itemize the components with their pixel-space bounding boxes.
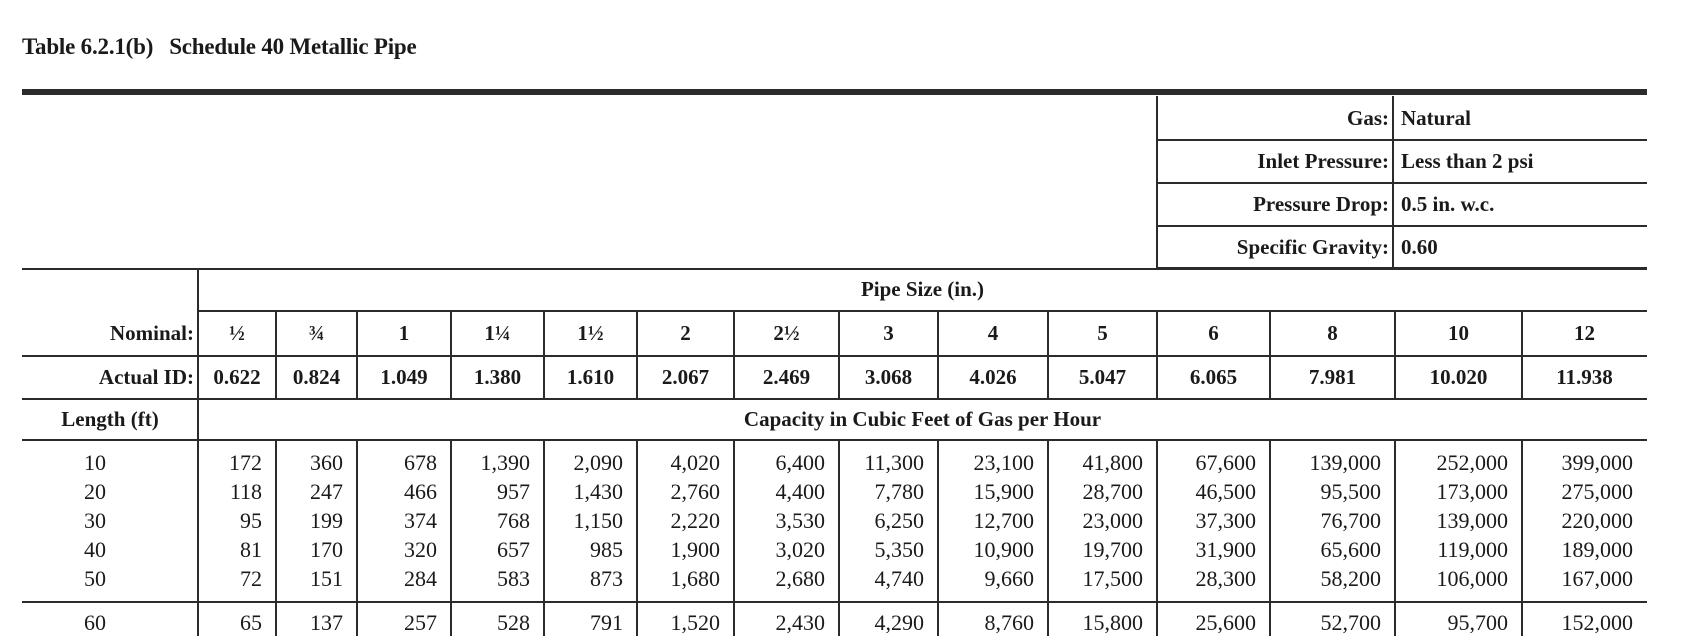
capacity-cell: 95,500 [1320, 479, 1381, 504]
capacity-cell: 52,700 [1320, 610, 1381, 635]
capacity-cell: 7,780 [874, 479, 924, 504]
condition-value: Natural [1401, 105, 1471, 130]
nominal-label: Nominal: [110, 320, 194, 345]
actual-id: 5.047 [1078, 364, 1127, 389]
capacity-cell: 11,300 [864, 450, 924, 475]
condition-label: Inlet Pressure: [1257, 149, 1389, 173]
capacity-cell: 199 [310, 508, 343, 533]
actual-id: 3.068 [864, 364, 913, 389]
length-value: 10 [84, 450, 106, 475]
table-title [22, 34, 417, 60]
capacity-cell: 957 [497, 479, 530, 504]
capacity-cell: 220,000 [1561, 508, 1633, 533]
capacity-cell: 67,600 [1195, 450, 1256, 475]
capacity-cell: 46,500 [1195, 479, 1256, 504]
capacity-cell: 17,500 [1082, 566, 1143, 591]
capacity-cell: 4,290 [874, 610, 924, 635]
actual-id: 6.065 [1189, 364, 1238, 389]
capacity-cell: 10,900 [973, 537, 1034, 562]
capacity-cell: 2,680 [775, 566, 825, 591]
pipe-size-header: Pipe Size (in.) [860, 277, 985, 301]
nominal-size: 10 [1448, 320, 1469, 345]
length-value: 30 [84, 508, 106, 533]
capacity-cell: 1,150 [573, 508, 623, 533]
capacity-cell: 23,100 [973, 450, 1034, 475]
capacity-cell: 172 [229, 450, 262, 475]
condition-label: Specific Gravity: [1236, 234, 1389, 259]
capacity-cell: 28,700 [1082, 479, 1143, 504]
capacity-cell: 657 [497, 537, 530, 562]
nominal-size: 1¼ [484, 320, 511, 345]
capacity-header-rule [22, 439, 1647, 441]
capacity-cell: 247 [310, 479, 343, 504]
actual-id: 0.824 [292, 364, 341, 389]
capacity-cell: 106,000 [1436, 566, 1508, 591]
capacity-cell: 360 [310, 450, 343, 475]
actual-id: 1.610 [566, 364, 615, 389]
length-label: Length (ft) [61, 406, 159, 431]
capacity-cell: 3,020 [775, 537, 825, 562]
capacity-cell: 28,300 [1195, 566, 1256, 591]
capacity-cell: 284 [404, 566, 437, 591]
nominal-size: ½ [229, 320, 245, 345]
condition-value: 0.60 [1401, 234, 1438, 259]
capacity-cell: 41,800 [1082, 450, 1143, 475]
capacity-cell: 151 [310, 566, 343, 591]
capacity-cell: 1,900 [670, 537, 720, 562]
capacity-cell: 252,000 [1436, 450, 1508, 475]
capacity-cell: 768 [497, 508, 530, 533]
capacity-cell: 31,900 [1195, 537, 1256, 562]
condition-value: Less than 2 psi [1401, 149, 1534, 173]
actual-id: 2.469 [762, 364, 811, 389]
capacity-cell: 15,800 [1082, 610, 1143, 635]
capacity-cell: 583 [497, 566, 530, 591]
nominal-size: 1½ [577, 320, 604, 345]
capacity-cell: 118 [229, 479, 262, 504]
condition-value: 0.5 in. w.c. [1401, 192, 1495, 216]
capacity-cell: 6,400 [775, 450, 825, 475]
capacity-cell: 15,900 [973, 479, 1034, 504]
capacity-cell: 95 [240, 508, 262, 533]
capacity-cell: 167,000 [1561, 566, 1633, 591]
capacity-cell: 320 [404, 537, 437, 562]
nominal-size: 1 [398, 320, 410, 345]
capacity-cell: 119,000 [1437, 537, 1508, 562]
table-name: Schedule 40 Metallic Pipe [169, 34, 417, 59]
capacity-cell: 4,740 [874, 566, 924, 591]
capacity-cell: 275,000 [1561, 479, 1633, 504]
capacity-cell: 2,220 [670, 508, 720, 533]
capacity-cell: 791 [590, 610, 623, 635]
capacity-cell: 2,090 [573, 450, 623, 475]
capacity-cell: 139,000 [1309, 450, 1381, 475]
capacity-cell: 58,200 [1320, 566, 1381, 591]
length-value: 50 [84, 566, 106, 591]
nominal-size: 2 [680, 320, 691, 345]
actual-id: 10.020 [1429, 364, 1488, 389]
capacity-cell: 3,530 [775, 508, 825, 533]
capacity-cell: 9,660 [984, 566, 1034, 591]
capacity-cell: 1,430 [573, 479, 623, 504]
capacity-cell: 37,300 [1195, 508, 1256, 533]
capacity-cell: 23,000 [1082, 508, 1143, 533]
group-rule [22, 601, 1647, 603]
capacity-cell: 65 [240, 610, 262, 635]
capacity-cell: 873 [590, 566, 623, 591]
actual-id: 4.026 [969, 364, 1017, 389]
capacity-cell: 2,430 [775, 610, 825, 635]
nominal-size: 2½ [773, 320, 800, 345]
actual-id: 2.067 [661, 364, 710, 389]
capacity-cell: 8,760 [984, 610, 1034, 635]
capacity-cell: 4,400 [775, 479, 825, 504]
capacity-cell: 528 [497, 610, 530, 635]
capacity-cell: 95,700 [1447, 610, 1508, 635]
capacity-cell: 257 [404, 610, 437, 635]
actual-id: 1.380 [473, 364, 522, 389]
capacity-cell: 1,680 [670, 566, 720, 591]
capacity-cell: 65,600 [1320, 537, 1381, 562]
capacity-cell: 72 [240, 566, 262, 591]
nominal-size: ¾ [308, 320, 325, 345]
capacity-cell: 76,700 [1320, 508, 1381, 533]
condition-label: Pressure Drop: [1253, 192, 1389, 216]
capacity-cell: 19,700 [1082, 537, 1143, 562]
capacity-cell: 374 [404, 508, 437, 533]
capacity-cell: 678 [404, 450, 437, 475]
length-value: 60 [84, 610, 106, 635]
capacity-cell: 12,700 [973, 508, 1034, 533]
capacity-cell: 466 [404, 479, 437, 504]
nominal-size: 8 [1327, 320, 1338, 345]
nominal-size: 12 [1574, 320, 1595, 345]
capacity-cell: 170 [310, 537, 343, 562]
capacity-header: Capacity in Cubic Feet of Gas per Hour [743, 406, 1102, 431]
nominal-size: 3 [883, 320, 894, 345]
actual-id-label: Actual ID: [98, 364, 194, 389]
capacity-cell: 399,000 [1561, 450, 1633, 475]
capacity-cell: 1,520 [670, 610, 720, 635]
actual-id: 7.981 [1308, 364, 1357, 389]
capacity-cell: 137 [310, 610, 343, 635]
capacity-cell: 4,020 [670, 450, 720, 475]
length-value: 40 [84, 537, 106, 562]
capacity-cell: 25,600 [1195, 610, 1256, 635]
capacity-cell: 1,390 [480, 450, 530, 475]
top-rule [22, 89, 1647, 95]
nominal-size: 4 [987, 320, 999, 345]
actual-id: 1.049 [380, 364, 428, 389]
nominal-size: 5 [1097, 320, 1108, 345]
table-number: Table 6.2.1(b) [22, 34, 154, 59]
capacity-cell: 985 [590, 537, 623, 562]
capacity-cell: 2,760 [670, 479, 720, 504]
capacity-cell: 81 [240, 537, 262, 562]
capacity-cell: 173,000 [1436, 479, 1508, 504]
actual-id: 11.938 [1556, 364, 1613, 389]
capacity-cell: 152,000 [1561, 610, 1633, 635]
condition-label: Gas: [1347, 105, 1389, 130]
capacity-cell: 5,350 [874, 537, 924, 562]
capacity-cell: 6,250 [874, 508, 924, 533]
nominal-size: 6 [1208, 320, 1219, 345]
actual-id: 0.622 [213, 364, 261, 389]
length-value: 20 [84, 479, 106, 504]
capacity-cell: 139,000 [1436, 508, 1508, 533]
capacity-cell: 189,000 [1561, 537, 1633, 562]
